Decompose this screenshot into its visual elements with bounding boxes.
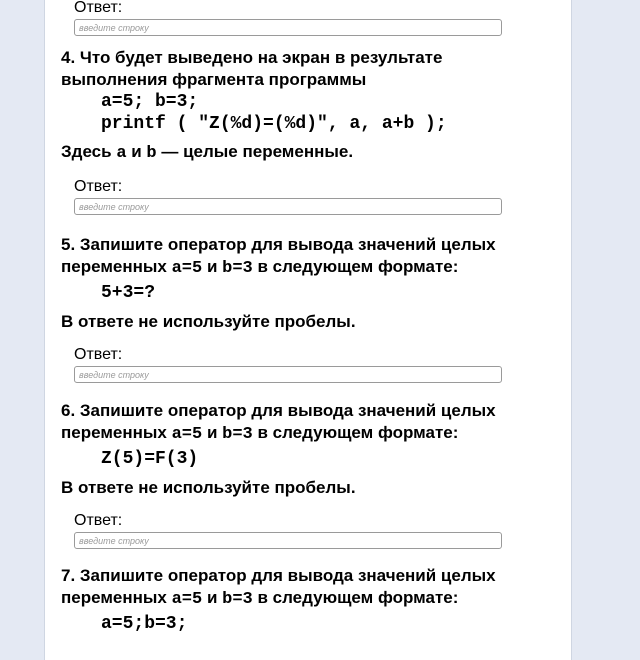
question-text [61,234,561,280]
question-4 [61,47,561,215]
question-note: В ответе не используйте пробелы. [61,478,356,497]
question-note: В ответе не используйте пробелы. [61,312,356,331]
question-line: 7. Запишите оператор для вывода значений целых [61,566,496,585]
question-line: переменных [61,423,172,442]
question-line: и [202,588,223,607]
code-line: printf ( "Z(%d)=(%d)", a, a+b ); [101,114,447,134]
quiz-page [44,0,572,660]
variable-assignment: b=3 [222,425,253,444]
question-line: 6. Запишите оператор для вывода значений целых [61,401,496,420]
answer-label: Ответ: [74,512,123,529]
question-note [61,141,561,165]
variable-name: b [146,144,157,163]
question-7 [61,565,561,635]
question-line: в следующем формате: [252,423,459,442]
question-line: переменных [61,257,172,276]
note-text: и [126,142,147,161]
variable-assignment: a=5 [171,590,203,609]
answer-input-q5[interactable] [74,366,502,383]
question-line: в следующем формате: [252,257,459,276]
note-text: — целые переменные. [156,142,354,161]
answer-input-q6[interactable] [74,532,502,549]
question-text [61,400,561,446]
question-line: выполнения фрагмента программы [61,70,367,89]
question-text [61,47,561,91]
answer-label: Ответ: [74,178,123,195]
answer-label: Ответ: [74,346,123,363]
answer-label: Ответ: [74,0,123,16]
variable-assignment: b=3 [222,590,253,609]
question-text [61,565,561,611]
code-line: Z(5)=F(3) [101,449,199,469]
variable-assignment: a=5 [171,259,203,278]
variable-assignment: b=3 [222,259,253,278]
question-line: 5. Запишите оператор для вывода значений целых [61,235,496,254]
question-line: и [202,257,223,276]
question-3 [61,0,561,36]
note-text: Здесь [61,142,117,161]
answer-input-q4[interactable] [74,198,502,215]
code-line: a=5; b=3; [101,92,199,112]
question-6 [61,400,561,549]
code-line: a=5;b=3; [101,614,188,634]
answer-input-q3[interactable] [74,19,502,36]
question-line: в следующем формате: [252,588,459,607]
code-line: 5+3=? [101,283,156,303]
variable-assignment: a=5 [171,425,203,444]
question-line: 4. Что будет выведено на экран в результате [61,48,443,67]
variable-name: a [116,144,127,163]
question-5 [61,234,561,383]
question-line: и [202,423,223,442]
question-line: переменных [61,588,172,607]
